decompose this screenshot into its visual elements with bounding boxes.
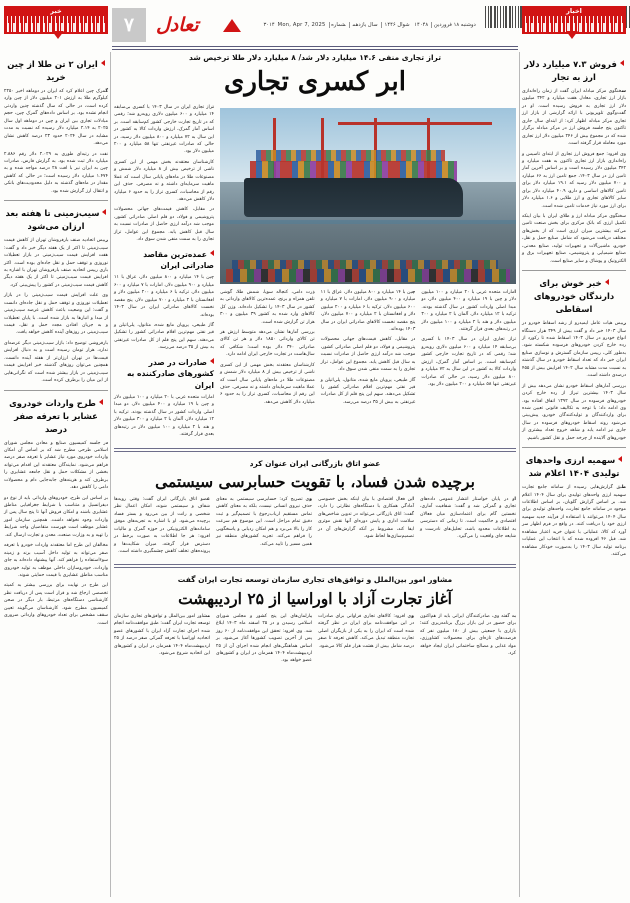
crane-arm [338,122,492,125]
dateline-lunar: ۸ شوال ۱۴۴۶ [382,22,433,28]
section-divider [114,448,516,452]
left-sidebar [4,52,108,897]
lead-col1-p3: در مقابل، کاهش قیمت‌های جهانی محصولات پتروشیمی و فولاد، دو قلم اصلی صادراتی کشور، موجب شد درآمد ارزی حاصل از صادرات نسبت به سال قبل کاهش یابد. مجموع این عوامل، تراز تجاری را به سمت منفی شدن سوق داد. [114,207,214,243]
bullet-icon [210,358,214,364]
left-item-1-body3: بارفروشی توضیح داد: بازار سیب‌زمینی دیگر عرضه‌ای ندارد، هزار تومان رسیده است و به دنبال افزایش قیمت‌ها در تهران ارزان‌تر از هفته آینده دانست. همچنین می‌توان روزهای گذشته خبر افزایش قیمت سیب‌زمینی در بازار بیشتر شده است که نگرانی‌هایی از این میان را برطرف کرده است. [4,340,108,384]
bottom-col-3 [318,613,414,668]
mid-col-2 [216,496,312,559]
lead-photo-and-text [220,104,516,442]
lead-col1-p2: کارشناسان معتقدند بخش مهمی از این کسری ناشی از ترخیص بیش از ۸ میلیارد دلار شمش و مصنوعات طلا در ماه‌های پایانی سال است که عملا ماهیت سرمایه‌ای داشته و نه مصرفی. حذف این رقم از محاسبات، کسری تراز را به حدود ۶ میلیارد دلار کاهش می‌دهد. [114,159,214,202]
bullet-icon [102,209,106,215]
bottom-col3-text: وی افزود: کالاهای تجاری فراوانی برای صادرات در این موافقت‌نامه برای ایران در نظر گرفته شده است که ایران را به یکی از بازیگران اصلی تجارت منطقه تبدیل می‌کند. کاهش تعرفه تا صفر درصد شامل بیش از هشت هزار قلم کالا می‌شود. [318,613,414,649]
left-item-1-headline[interactable]: سیب‌زمینی تا هفته بعد ارزان می‌شود [4,207,108,233]
lead-lower-col-1 [220,289,315,410]
left-item-2-body: در جلسه کمیسیون صنایع و معادن مجلس شورای اسلامی طرحی مطرح شد که بر اساس آن امکان واردات خودروی مورد نیاز عشایر با تعرفه صفر درصد فراهم می‌شود. نمایندگان معتقدند این اقدام می‌تواند بخشی از مشکلات حمل و نقل جامعه عشایری را برطرف کند و هزینه‌های جابه‌جایی دام و محصولات دامی را کاهش دهد. [4,440,108,491]
column-rule-right [519,52,520,897]
bottom-kicker: مشاور امور بین‌الملل و توافق‌های تجاری سازمان توسعه تجارت ایران گفت [177,575,453,585]
bullet-icon [210,250,214,256]
left-item-2-body2: بر اساس این طرح، خودروهای وارداتی باید از نوع دو دیفرانسیل و متناسب با شرایط جغرافیایی مناطق عشایری باشند و امکان فروش آنها تا پنج سال پس از واردات وجود نخواهد داشت. همچنین سازمان امور عشایر موظف است فهرست متقاضیان واجد شرایط را تهیه و به وزارت صنعت، معدن و تجارت ارسال کند. [4,495,108,538]
masthead-rule [112,46,518,50]
right-item-1-body2: بررسی آمارهای اسقاط خودرو نشان می‌دهد بیش از سال ۱۴۰۳ بیشترین تیراژ از رده خارج کردن خودروهای فرسوده در سال ۱۳۹۲ اتفاق افتاده بود. وی ادامه داد: با توجه به تکالیف قانونی تعیین شده برای واردکنندگان و تولیدکنندگان خودرو، پیش‌بینی می‌شود روند اسقاط خودروهای فرسوده در سال جاری نیز ادامه یابد و شاهد خروج تعداد بیشتری از خودروهای آلاینده از چرخه حمل و نقل کشور باشیم. [522,383,626,441]
flag-left-label: خبر [50,7,62,15]
flag-right [522,6,626,34]
left-item-0-body2: نفت در رتبه‌ای طوری به ۲.۰۲۹ دلار رقم ۲.۸۸۶ میلیارد دلار ثبت شده بود. به گزارش فارس، صادرات چین به ایران نیز با افت ۲۸ درصد مواجه شده و به ۱.۴۷۴ میلیارد دلار رسیده است؛ در حالی که کاهش مقدار در ماه‌های گذشته به دلیل محدودیت‌های بانکی و انتقال ارز گزارش شده بود. [4,151,109,194]
right-item-0-body3: سخنگوی مرکز مبادله ارز و طلای ایران با بیان اینکه تکمیل ارزی که بانک مرکزی برای بخش صنعت تامین می‌کند بیشترین میزان ارزی است که از بخش‌های مختلف دریافت می‌شود که شامل صنایع حمل و نقل، خودرو، ماشین‌آلات و تجهیزات تولید، صنایع معدنی، صنایع شیمیایی و پتروشیمی، صنایع تجهیزات برق و الکترونیک و پوشاک و سایر صنایع است. [522,214,626,264]
dateline-gregorian: Mon, Apr 7, 2025 [275,22,330,28]
bullet-icon [101,60,105,66]
photo-yard-boxes [226,269,510,282]
left-item-0-headline[interactable]: ایران ۲ تن طلا از چین خرید [4,58,108,84]
bottom-col4-text: به گفته وی، صادرکنندگان ایرانی باید از هم‌اکنون برای حضور در این بازار بزرگ برنامه‌ریزی کنند؛ بازاری با جمعیتی بیش از ۱۸۰ میلیون نفر که فرصت‌های تازه‌ای برای محصولات کشاورزی، مواد غذایی و مصالح ساختمانی ایران ایجاد خواهد کرد. [420,613,516,657]
right-item-2-body: طبق گزارش‌هایی رسیده از سامانه جامع تجارت سهمیه ارزی واحدهای تولیدی برای سال ۱۴۰۴ اعلام شد. بر اساس گزارش گلوبان، بر اساس اطلاعات موجود در سامانه جامع تجارت، واحدهای تولیدی برای سال ۱۴۰۴ می‌توانند با استفاده از فرآیند جدید سهمیه ارزی خود را دریافت کنند. در واقع در فرم اظهار سر آورد کد کالا، عملیاتی با عنوان خرید اعتبار مشاهده شد. قبل ۴۶ افزوده شده که با انتخاب این عملیات برنامه تولید سال ۱۴۰۳ را به‌صورت خودکار مشاهده می‌کنند. [522,485,626,558]
left-item-1-body2: وی علت افزایش قیمت سیب‌زمینی را در بازار تعطیلات نوروزی و توقف حمل و نقل جاده‌ای دانست و گفت: این وضعیت باعث کاهش عرضه سیب‌زمینی از مبدا و انبارها به بازار شده است. با پایان تعطیلات و به جریان افتادن مجدد حمل و نقل، قیمت سیب‌زمینی در روزهای آینده کاهش خواهد یافت. [4,293,108,336]
lead-top-row [114,104,516,442]
bullet-icon [605,279,609,285]
dateline-solar: دوشنبه ۱۸ فروردین ۱۴۰۴ [414,22,476,28]
bottom-headline[interactable]: آغاز تجارت آزاد با اوراسیا از ۲۵ اردیبهشت [178,588,452,608]
mid-col3-text: این فعال اقتصادی با بیان اینکه بخش خصوصی آمادگی همکاری با دستگاه‌های نظارتی را دارد، گفت: اتاق بازرگانی می‌تواند در تدوین شاخص‌های سلامت اداری و پایش دوره‌ای آنها نقش موثری ایفا کند، مشروط بر آنکه گزارش‌های آن در تصمیم‌سازی‌ها لحاظ شود. [318,496,414,540]
masthead-center [112,4,518,46]
bottom-col2-text: پارلمان‌های این پنج کشور و مجلس شورای اسلامی رسیدن و در ۲۵ اسفند ماه ۱۴۰۳ ابلاغ شد. وی افزود: تحقق این موافقت‌نامه از ۶۰ روز پس از آخرین تصویب کشورها آغاز می‌شود. بر اساس هماهنگی‌های انجام شده اجرای آن از ۲۵ اردیبهشت‌ماه ۱۴۰۴ همزمان در ایران و کشورهای عضو خواهد بود. [216,613,312,664]
lead-col2-p1: چین با ۱۴ میلیارد و ۸۰۰ میلیون دلار، عراق با ۱۱ میلیارد و ۹۰۰ میلیون دلار، امارات با ۷ میلیارد و ۶۰۰ میلیون دلار، ترکیه با ۶ میلیارد و ۲۰۰ میلیون دلار و افغانستان با ۲ میلیارد و ۷۰۰ میلیون دلار، پنج مقصد نخست کالاهای صادراتی ایران در سال ۱۴۰۳ بوده‌اند. [114,275,214,318]
triangle-icon [223,19,241,32]
lead-lower-col-3 [421,289,516,410]
dateline [255,22,485,28]
mid-col-4 [420,496,516,559]
flag-right-arrow-icon [566,31,578,39]
left-item-0-body: گمرک چین اعلام کرد که ایران در دوماهه اخیر ۲۲۵۰ کیلوگرم طلا به ارزش ۲۰۱ میلیون دلار از چین وارد کرده است، در حالی که سال گذشته چنین واردتی انجام نشده بود. بر اساس داده‌های گمرک چین، حجم مبادلات تجاری بین ایران و چین در دوماهه اول سال ۲۰۲۵ به ۲.۱۴ میلیارد دلار رسیده که نسبت به مدت مشابه در سال ۲۰۲۴ حدود ۲۳ درصد کاهش نشان می‌دهد. [4,89,109,147]
lead-col3-p1-dup: امارات متحده عربی با ۲۰ میلیارد و ۱۰۰ میلیون دلار و چین با ۱۹ میلیارد و ۴۰۰ میلیون دلار، دو مبدا اصلی واردات کشور در سال گذشته بودند. ترکیه با ۱۲ میلیارد دلار، آلمان با ۲ میلیارد و ۳۰۰ میلیون دلار و هند با ۲ میلیارد و ۱۰۰ میلیون دلار در رتبه‌های بعدی قرار گرفتند. [421,289,517,332]
lead-photo-container-port [220,108,516,284]
mid-headline[interactable]: برچیده شدن فساد، با تقویت حسابرسی سیستمی [155,471,475,491]
dateline-issue: شماره ۳۰۱۴ [261,22,350,28]
mid-col2-text: وی تصریح کرد: حسابرسی سیستمی به معنای حذف نیروی انسانی نیست، بلکه به معنای کاهش تماس مستقیم ارباب‌رجوع با تصمیم‌گیر و ثبت دقیق تمام مراحل است. این موضوع هم سرعت کار را بالا می‌برد و هم امکان ردیابی و پاسخگویی را فراهم می‌کند. تجربه کشورهای منطقه نیز همین مسیر را تایید می‌کند. [216,496,312,547]
bullet-icon [618,456,622,462]
lead-col2-p2-dup: گاز طبیعی، پروپان مایع شده، متانول، پلی‌اتیلن و قیر نفتی مهم‌ترین اقلام صادراتی کشور را تشکیل می‌دهند. سهم این پنج قلم از کل صادرات غیرنفتی به بیش از ۳۵ درصد می‌رسد. [320,377,416,405]
right-item-1-body: رییس هیات عامل ایمیدرو از رشد اسقاط خودرو در سال ۱۴۰۳ خبر داد و گفت بیش از ۳۴۹ هزار دستگاه انواع خودرو در سال ۱۴۰۳ اسقاط شده تا رکورد از رده خارج کردن خودروهای فرسوده شکسته شود. به‌طور کلی، رییس سازمان گسترش و نوسازی صنایع ایران خبر داد که تعداد اسقاط خودرو در سال گذشته به نسبت مدت مشابه سال ۱۴۰۲ افزایش بیش از ۴۵۵ درصدی داشته است. [522,321,627,379]
bullet-icon [99,399,103,405]
lead-lower-col-2 [321,289,416,410]
decorative-bars [485,6,525,28]
flag-left-arrow-icon [52,31,64,39]
bottom-col-1 [114,613,210,668]
lead-col3-p2: ذرت دامی، کنجاله سویا، شمش طلا، گوشی تلفن همراه و برنج، عمده‌ترین کالاهای وارداتی به کشور در سال ۱۴۰۳ را تشکیل داده‌اند. وزن کل کالاهای وارد شده به کشور ۳۹ میلیون و ۳۰۰ هزار تن گزارش شده است. [220,289,315,325]
mid-col4-text: او در پایان خواستار انتشار عمومی داده‌های تجاری و گمرکی شد و گفت: شفافیت آماری، نخستین گام برای اعتمادسازی میان فعالان اقتصادی و حاکمیت است. تا زمانی که دسترسی به اطلاعات محدود باشد، تحلیل‌های نادرست و شایعه جای واقعیت را می‌گیرد. [420,496,516,540]
mid-col-1 [114,496,210,559]
photo-dockyard [220,224,516,284]
mid-columns [114,496,516,559]
bottom-col-4 [420,613,516,668]
lead-kicker: تراز تجاری منفی ۱۴.۶ میلیارد دلار شد/ ۸ میلیارد دلار طلا ترخیص شد [188,53,442,62]
left-item-2-body4: این طرح در نهایت برای بررسی بیشتر به کمیته تخصصی ارجاع شد و قرار است پس از دریافت نظر کارشناسی دستگاه‌های مرتبط، بار دیگر در صحن کمیسیون مطرح شود. کارشناسان می‌گویند تعیین سقف مشخص برای تعداد خودروهای وارداتی ضروری است. [4,583,108,626]
mid-kicker: عضو اتاق بازرگانی ایران عنوان کرد [249,458,381,468]
lead-sub1-title: عمده‌ترین مقاصد صادراتی ایران [143,249,214,271]
lead-column-1 [114,104,214,442]
divider [4,200,108,201]
lead-col1-p1-dup: تراز تجاری ایران در سال ۱۴۰۳ با کسری بی‌سابقه ۱۴ میلیارد و ۶۰۰ میلیون دلاری روبه‌رو شد؛ رقمی که در تاریخ تجارت خارجی کشور کم‌سابقه است. بر اساس آمار گمرک، ارزش واردات کالا به کشور در این سال به ۷۲ میلیارد و ۸۰۰ میلیون دلار رسید، در حالی که صادرات غیرنفتی تنها ۵۸ میلیارد و ۲۰۰ میلیون دلار بود. [421,337,517,387]
right-item-0-headline[interactable]: فروش ۷.۳ میلیارد دلار ارز به تجار [522,58,626,84]
lead-headline[interactable]: ابر کسری تجاری [223,67,407,98]
divider [4,390,108,391]
mid-col1-text: عضو اتاق بازرگانی ایران گفت: وقتی رویه‌ها شفاف و سیستمی شوند، امکان اعمال نظر شخصی و رانت از بین می‌رود و بستر فساد برچیده می‌شود. او با اشاره به تجربه‌های موفق سامانه‌های الکترونیکی در حوزه گمرک و مالیات افزود: هر جا اطلاعات به صورت برخط در دسترس قرار گرفته، میزان شکایت‌ها و پرونده‌های تخلف کاهش چشمگیری داشته است. [114,496,210,555]
column-rule-left [110,52,111,897]
left-item-2-body3: مخالفان این طرح اما معتقدند واردات خودرو با تعرفه صفر می‌تواند به تولید داخل آسیب بزند و زمینه سوءاستفاده را فراهم کند. آنها پیشنهاد داده‌اند به جای واردات، خودروسازان داخلی موظف به تولید خودروی مناسب مناطق عشایری با قیمت حمایتی شوند. [4,543,108,578]
photo-yard-boxes-upper [232,260,498,268]
lead-lower-columns [220,289,516,410]
bottom-col1-text: مشاور امور بین‌الملل و توافق‌های تجاری سازمان توسعه تجارت ایران گفت: طبق موافقت‌نامه انجام شده اجرای تجارت آزاد ایران با کشورهای عضو اتحادیه اوراسیا با تعرفه گمرکی صفر درصد از ۲۵ اردیبهشت‌ماه ۱۴۰۴ همزمان در ایران و کشورهای این اتحادیه شروع می‌شود. [113,613,210,657]
left-item-2-headline[interactable]: طرح واردات خودروی عشایر با تعرفه صفر درصد [4,397,108,436]
left-item-1-body: رییس اتحادیه صنف بارفروشان تهران از کاهش قیمت سیب‌زمینی تا اکثر از یک هفته دیگر خبر داد و گفت: هفت افزایش قیمت سیب‌زمینی در بازار تعطیلات نوروزی و توقف حمل و نقل جاده‌ای بوده است. اکثر باری رییس اتحادیه صنف بارفروشان تهران با اشاره به افزایش قیمت سیب‌زمینی تا اکثر از یک هفته دیگر کاهش قیمت سیب‌زمینی در کشور را پیش‌بینی کرد. [4,238,108,288]
flag-right-label: اخبار [566,7,582,15]
right-item-0-body2: وی افزود: جمع فروش ارز تجاری از ابتدای تاسیس و راه‌اندازی بازار ارز تجاری تاکنون به هفت میلیارد و ۳۴۲ میلیون دلار رسیده است و بر اساس آخرین آمار تامین ارز در سال ۱۴۰۳، جمع تامین ارز به ۶۶ میلیارد و ۷۰۰ میلیون دلار رسید که ۱۹.۱ میلیارد دلار برای تامین کالاهای اساسی و دارو، ۴۰.۹ میلیارد دلار برای سایر کالاهای تجاری و ارز طلایی و ۱.۶ میلیارد دلار برای ارز مورد نیاز خدمات تامین شده است. [522,151,627,209]
lead-col1-p1: تراز تجاری ایران در سال ۱۴۰۳ با کسری بی‌سابقه ۱۴ میلیارد و ۶۰۰ میلیون دلاری روبه‌رو شد؛ رقمی که در تاریخ تجارت خارجی کشور کم‌سابقه است. بر اساس آمار گمرک، ارزش واردات کالا به کشور در این سال به ۷۲ میلیارد و ۸۰۰ میلیون دلار رسید، در حالی که صادرات غیرنفتی تنها ۵۸ میلیارد و ۲۰۰ میلیون دلار بود. [114,104,214,155]
right-item-0-body: سخنگوی مرکز مبادله ایران گفت از زمان راه‌اندازی بازار ارز تجاری، معادل هفت میلیارد و ۳۴۲ میلیون دلار ارز تجاری به فروش رسیده است. او در گفت‌وگوی تلویزیونی با ارائه گزارشی از بازار ارز تجاری مرکز مبادله اظهار کرد: از ابتدای سال جاری تاکنون پنج جلسه فروش ارز در مرکز مبادله برگزار شده که در مجموع بیش از ۲۴۶ میلیون دلار ارز تجاری مورد معامله قرار گرفته است. [522,89,626,147]
right-item-2-headline[interactable]: سهمیه ارزی واحدهای تولیدی ۱۴۰۴ اعلام شد [522,454,626,480]
divider [522,270,626,271]
photo-ship [244,178,463,217]
lead-col2-p2: گاز طبیعی، پروپان مایع شده، متانول، پلی‌اتیلن و قیر نفتی مهم‌ترین اقلام صادراتی کشور را تشکیل می‌دهند. سهم این پنج قلم از کل صادرات غیرنفتی به بیش از ۳۵ درصد می‌رسد. [114,323,214,351]
flag-left [4,6,108,34]
page-number-box: ۷ [112,8,146,42]
lead-col1-p3-dup: در مقابل، کاهش قیمت‌های جهانی محصولات پتروشیمی و فولاد، دو قلم اصلی صادراتی کشور، موجب شد درآمد ارزی حاصل از صادرات نسبت به سال قبل کاهش یابد. مجموع این عوامل، تراز تجاری را به سمت منفی شدن سوق داد. [320,337,416,373]
section-divider-2 [114,564,516,568]
divider [522,447,626,448]
lead-col1-p2-dup: کارشناسان معتقدند بخش مهمی از این کسری ناشی از ترخیص بیش از ۸ میلیارد دلار شمش و مصنوعات طلا در ماه‌های پایانی سال است که عملا ماهیت سرمایه‌ای داشته و نه مصرفی. حذف این رقم از محاسبات، کسری تراز را به حدود ۶ میلیارد دلار کاهش می‌دهد. [220,362,315,405]
lead-sub2-title: صادرات در صدر کشورهای صادرکننده به ایران [126,357,214,390]
dateline-year: سال یازدهم [350,22,382,28]
bullet-icon [620,60,624,66]
lead-col2-p1-dup: چین با ۱۴ میلیارد و ۸۰۰ میلیون دلار، عراق با ۱۱ میلیارد و ۹۰۰ میلیون دلار، امارات با ۷ میلیارد و ۶۰۰ میلیون دلار، ترکیه با ۶ میلیارد و ۲۰۰ میلیون دلار و افغانستان با ۲ میلیارد و ۷۰۰ میلیون دلار، پنج مقصد نخست کالاهای صادراتی ایران در سال ۱۴۰۳ بوده‌اند. [320,289,416,332]
main-content [114,52,516,897]
newspaper-logo: تعادل [156,14,199,36]
lead-col3-p3: بررسی آمارها نشان می‌دهد متوسط ارزش هر تن کالای وارداتی ۱۸۵۰ دلار و هر تن کالای صادراتی ۳۴۰ دلار بوده است؛ شکافی که سال‌هاست در تجارت خارجی ایران ادامه دارد. [220,329,315,358]
mid-col-3 [318,496,414,559]
lead-col3-p1: امارات متحده عربی با ۲۰ میلیارد و ۱۰۰ میلیون دلار و چین با ۱۹ میلیارد و ۴۰۰ میلیون دلار، دو مبدا اصلی واردات کشور در سال گذشته بودند. ترکیه با ۱۲ میلیارد دلار، آلمان با ۲ میلیارد و ۳۰۰ میلیون دلار و هند با ۲ میلیارد و ۱۰۰ میلیون دلار در رتبه‌های بعدی قرار گرفتند. [114,394,214,438]
right-sidebar [522,52,626,897]
bottom-columns [114,613,516,668]
right-item-1-headline[interactable]: خبر خوش برای دارندگان خودروهای اسقاطی [533,278,615,315]
bottom-col-2 [216,613,312,668]
